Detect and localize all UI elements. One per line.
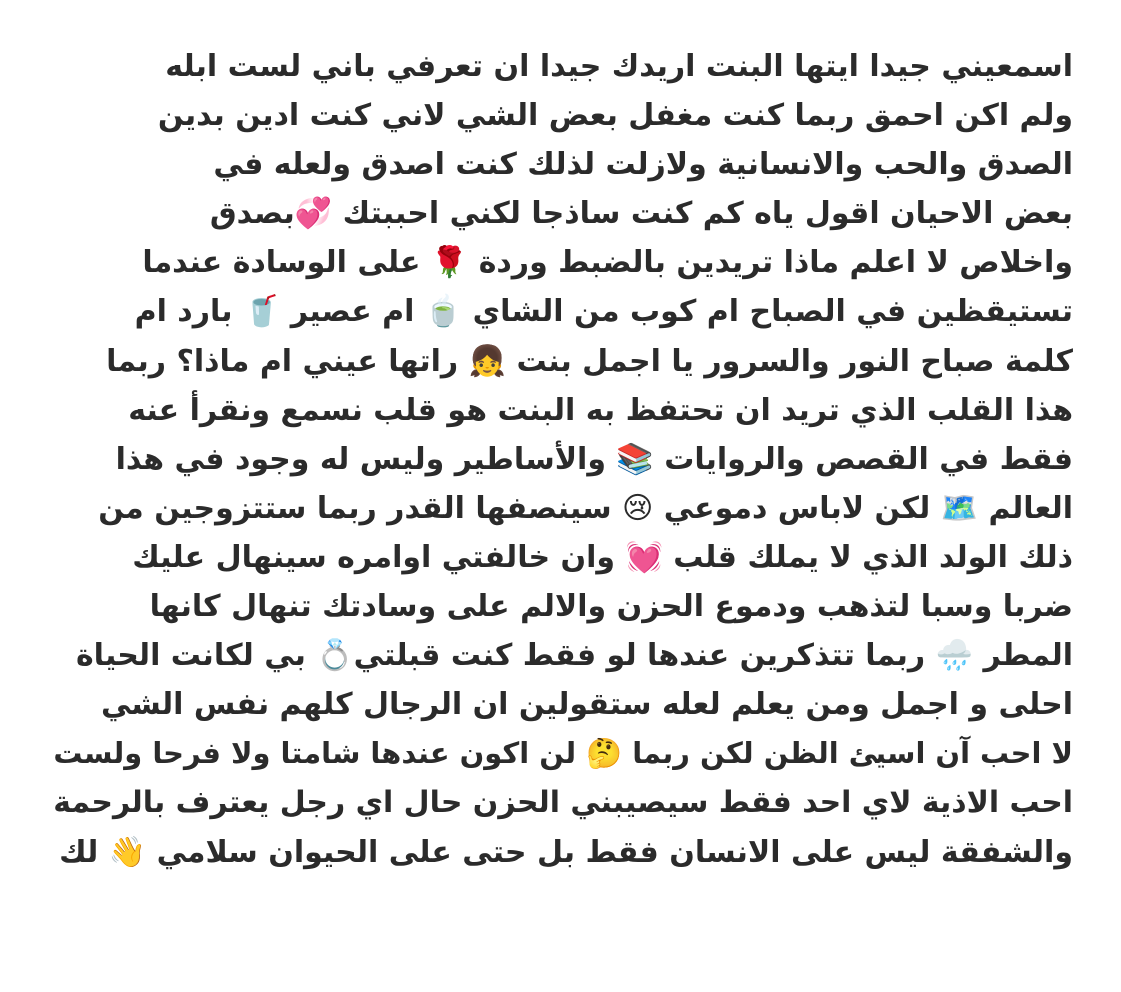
note-line-2: ولم اكن احمق ربما كنت مغفل بعض الشي لاني كنت ادين بدين (157, 98, 1073, 134)
note-line-16: احب الاذية لاي احد فقط سيصيبني الحزن حال اي رجل يعترف بالرحمة (53, 785, 1073, 821)
note-line-6: تستيقظين في الصباح ام كوب من الشاي 🍵 ام عصير 🥤 بارد ام (134, 294, 1073, 330)
note-line-10: العالم 🗺️ لكن لاباس دموعي 😢 سينصفها القدر ربما ستتزوجين من (98, 490, 1073, 526)
note-line-11: ذلك الولد الذي لا يملك قلب 💓 وان خالفتي اوامره سينهال عليك (132, 539, 1073, 575)
note-line-9: فقط في القصص والروايات 📚 والأساطير وليس له وجود في هذا (115, 441, 1073, 477)
note-line-3: الصدق والحب والانسانية ولازلت لذلك كنت اصدق ولعله في (213, 147, 1073, 183)
note-line-13: المطر 🌧️ ربما تتذكرين عندها لو فقط كنت قبلتي💍 بي لكانت الحياة (75, 638, 1073, 674)
note-line-1: اسمعيني جيدا ايتها البنت اريدك جيدا ان تعرفي باني لست ابله (165, 49, 1073, 84)
note-line-17: والشفقة ليس على الانسان فقط بل حتى على الحيوان سلامي 👋 لك (59, 834, 1073, 870)
note-line-7: كلمة صباح النور والسرور يا اجمل بنت 👧 راتها عيني ام ماذا؟ ربما (106, 343, 1073, 379)
note-line-12: ضربا وسبا لتذهب ودموع الحزن والالم على وسادتك تنهال كانها (149, 589, 1073, 625)
note-line-8: هذا القلب الذي تريد ان تحتفظ به البنت هو قلب نسمع ونقرأ عنه (128, 392, 1073, 428)
note-line-15: لا احب آن اسيئ الظن لكن ربما 🤔 لن اكون عندها شامتا ولا فرحا ولست (53, 736, 1073, 771)
note-text-block (53, 42, 1073, 877)
note-line-4: بعض الاحيان اقول ياه كم كنت ساذجا لكني احببتك 💞بصدق (209, 196, 1073, 232)
note-line-14: احلى و اجمل ومن يعلم لعله ستقولين ان الرجال كلهم نفس الشي (100, 687, 1073, 723)
note-line-5: واخلاص لا اعلم ماذا تريدين بالضبط وردة 🌹 على الوسادة عندما (142, 245, 1073, 281)
